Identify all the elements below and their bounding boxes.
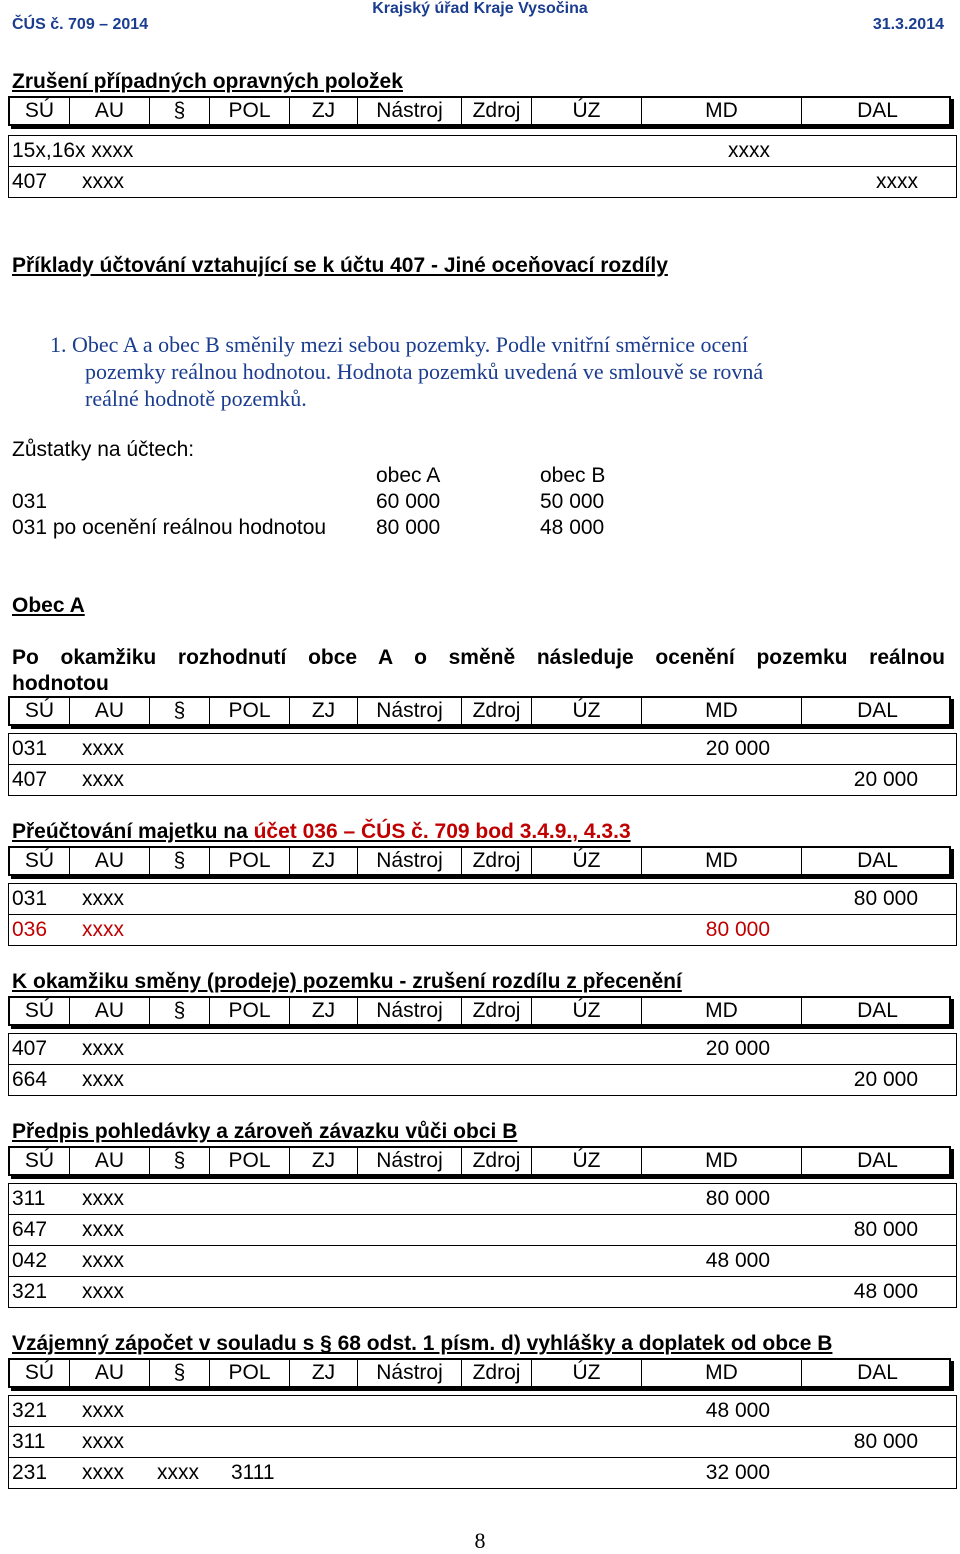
cell-md: 20 000	[705, 1037, 770, 1060]
col-zj-header: ZJ	[290, 98, 358, 124]
table-row	[8, 1457, 957, 1489]
table-row	[8, 166, 957, 198]
col-zdroj-header: Zdroj	[462, 1148, 532, 1174]
col-md-header: MD	[642, 848, 802, 874]
cell-su: 311	[12, 1430, 46, 1453]
col-au-header: AU	[70, 98, 150, 124]
col-au-header: AU	[70, 998, 150, 1024]
table-header	[8, 1146, 951, 1176]
col-zj-header: ZJ	[290, 1360, 358, 1386]
table-row	[8, 1276, 957, 1308]
cell-su: 031	[12, 887, 48, 910]
col-zdroj-header: Zdroj	[462, 698, 532, 724]
col-par-header: §	[150, 98, 210, 124]
col-dal-header: DAL	[857, 849, 898, 872]
s3-title-a: Přeúčtování majetku na	[12, 820, 254, 843]
cell-su: 407	[12, 170, 48, 193]
header-date: 31.3.2014	[872, 16, 944, 33]
balance-row-label: 031 po ocenění reálnou hodnotou	[12, 516, 327, 539]
cell-au: xxxx	[82, 768, 124, 791]
cell-dal: 48 000	[853, 1280, 918, 1303]
table-row	[8, 883, 957, 915]
col-nastroj-header: Nástroj	[358, 998, 462, 1024]
col-zj-header: ZJ	[290, 848, 358, 874]
col-su-header: SÚ	[10, 1360, 70, 1386]
cell-su: 664	[12, 1068, 48, 1091]
col-pol-header: POL	[210, 848, 290, 874]
examples-title: Příklady účtování vztahující se k účtu 407 - Jiné oceňovací rozdíly	[12, 254, 668, 277]
obec-a-title: Obec A	[12, 594, 85, 617]
cell-su: 15x,16x xxxx	[12, 139, 134, 162]
col-pol-header: POL	[210, 1148, 290, 1174]
table-header	[8, 96, 951, 126]
balance-row-a: 80 000	[376, 516, 441, 539]
table-row	[8, 1033, 957, 1065]
cell-md: 80 000	[705, 918, 770, 941]
col-su-header: SÚ	[10, 998, 70, 1024]
cell-dal: 20 000	[853, 1068, 918, 1091]
cell-dal: 20 000	[853, 768, 918, 791]
cell-su: 042	[12, 1249, 48, 1272]
col-dal-header: DAL	[857, 99, 898, 122]
cell-au: xxxx	[82, 1037, 124, 1060]
para1-line1: 1. Obec A a obec B směnily mezi sebou pozemky. Podle vnitřní směrnice ocení	[50, 332, 749, 357]
cell-au: xxxx	[82, 1399, 124, 1422]
table-header	[8, 696, 951, 726]
table-row	[8, 1214, 957, 1246]
cell-au: xxxx	[82, 1249, 124, 1272]
col-uz-header: ÚZ	[532, 848, 642, 874]
col-nastroj-header: Nástroj	[358, 1360, 462, 1386]
col-au-header: AU	[70, 698, 150, 724]
col-su-header: SÚ	[10, 848, 70, 874]
cell-au: xxxx	[82, 737, 124, 760]
cell-md: 20 000	[705, 737, 770, 760]
cell-au: xxxx	[82, 1430, 124, 1453]
col-uz-header: ÚZ	[532, 98, 642, 124]
cell-md: 80 000	[705, 1187, 770, 1210]
cell-au: xxxx	[82, 170, 124, 193]
cell-su: 407	[12, 1037, 48, 1060]
cell-su: 647	[12, 1218, 48, 1241]
col-par-header: §	[150, 1148, 210, 1174]
col-par-header: §	[150, 848, 210, 874]
balances-col-b: obec B	[540, 464, 606, 487]
col-zdroj-header: Zdroj	[462, 848, 532, 874]
col-dal-header: DAL	[857, 999, 898, 1022]
col-zj-header: ZJ	[290, 698, 358, 724]
col-par-header: §	[150, 1360, 210, 1386]
col-zdroj-header: Zdroj	[462, 1360, 532, 1386]
col-zj-header: ZJ	[290, 1148, 358, 1174]
s5-title: Předpis pohledávky a zároveň závazku vůči obci B	[12, 1120, 518, 1143]
cell-au: xxxx	[82, 1218, 124, 1241]
col-md-header: MD	[642, 698, 802, 724]
s3-title	[12, 820, 631, 844]
cell-md: 48 000	[705, 1249, 770, 1272]
table-row	[8, 1426, 957, 1458]
cell-md: 48 000	[705, 1399, 770, 1422]
table-header	[8, 996, 951, 1026]
table-row	[8, 764, 957, 796]
col-dal-header: DAL	[857, 699, 898, 722]
balance-row-b: 48 000	[540, 516, 605, 539]
col-nastroj-header: Nástroj	[358, 98, 462, 124]
cell-su: 231	[12, 1461, 48, 1484]
cell-au: xxxx	[82, 1461, 124, 1484]
page-header	[0, 0, 960, 40]
s2-line2: hodnotou	[12, 672, 109, 695]
col-uz-header: ÚZ	[532, 998, 642, 1024]
cell-pol: 3111	[231, 1461, 275, 1484]
cell-dal: 80 000	[853, 887, 918, 910]
col-md-header: MD	[642, 998, 802, 1024]
col-nastroj-header: Nástroj	[358, 698, 462, 724]
para1-line2: pozemky reálnou hodnotou. Hodnota pozemků uvedená ve smlouvě se rovná	[85, 359, 764, 384]
col-zdroj-header: Zdroj	[462, 98, 532, 124]
table-row	[8, 1064, 957, 1096]
col-uz-header: ÚZ	[532, 698, 642, 724]
cell-dal: xxxx	[876, 170, 918, 193]
header-standard: ČÚS č. 709 – 2014	[12, 16, 149, 33]
col-au-header: AU	[70, 848, 150, 874]
col-su-header: SÚ	[10, 698, 70, 724]
table-row	[8, 1245, 957, 1277]
balances-col-a: obec A	[376, 464, 441, 487]
table-row	[8, 135, 957, 167]
balances-title: Zůstatky na účtech:	[12, 438, 195, 461]
col-uz-header: ÚZ	[532, 1148, 642, 1174]
col-au-header: AU	[70, 1148, 150, 1174]
cell-su: 036	[12, 918, 48, 941]
col-nastroj-header: Nástroj	[358, 1148, 462, 1174]
cell-su: 031	[12, 737, 48, 760]
table-header	[8, 1358, 951, 1388]
cell-au: xxxx	[82, 1280, 124, 1303]
cell-md: 32 000	[705, 1461, 770, 1484]
col-pol-header: POL	[210, 998, 290, 1024]
s6-title: Vzájemný zápočet v souladu s § 68 odst. 1 písm. d) vyhlášky a doplatek od obce B	[12, 1332, 833, 1355]
cell-su: 321	[12, 1399, 48, 1422]
cell-md: xxxx	[728, 139, 770, 162]
col-md-header: MD	[642, 98, 802, 124]
col-au-header: AU	[70, 1360, 150, 1386]
cell-dal: 80 000	[853, 1430, 918, 1453]
col-md-header: MD	[642, 1360, 802, 1386]
col-par-header: §	[150, 698, 210, 724]
col-dal-header: DAL	[857, 1149, 898, 1172]
col-dal-header: DAL	[857, 1361, 898, 1384]
col-md-header: MD	[642, 1148, 802, 1174]
header-office: Krajský úřad Kraje Vysočina	[372, 0, 588, 17]
col-uz-header: ÚZ	[532, 1360, 642, 1386]
page-number: 8	[474, 1528, 486, 1553]
cell-au: xxxx	[82, 887, 124, 910]
table-row	[8, 1395, 957, 1427]
s2-line1: Po okamžiku rozhodnutí obce A o směně následuje ocenění pozemku reálnou	[12, 646, 945, 669]
cell-su: 311	[12, 1187, 46, 1210]
para1-line3: reálné hodnotě pozemků.	[85, 386, 307, 411]
cell-au: xxxx	[82, 1187, 124, 1210]
col-pol-header: POL	[210, 98, 290, 124]
s4-title: K okamžiku směny (prodeje) pozemku - zrušení rozdílu z přecenění	[12, 970, 682, 993]
cell-su: 321	[12, 1280, 48, 1303]
balance-row-label: 031	[12, 490, 48, 513]
table-row	[8, 1183, 957, 1215]
col-pol-header: POL	[210, 698, 290, 724]
cell-au: xxxx	[82, 918, 124, 941]
cell-su: 407	[12, 768, 48, 791]
table-row	[8, 914, 957, 946]
col-nastroj-header: Nástroj	[358, 848, 462, 874]
cell-dal: 80 000	[853, 1218, 918, 1241]
col-su-header: SÚ	[10, 98, 70, 124]
cell-au: xxxx	[82, 1068, 124, 1091]
col-su-header: SÚ	[10, 1148, 70, 1174]
balance-row-b: 50 000	[540, 490, 605, 513]
col-zj-header: ZJ	[290, 998, 358, 1024]
col-pol-header: POL	[210, 1360, 290, 1386]
col-par-header: §	[150, 998, 210, 1024]
table-row	[8, 733, 957, 765]
section1-title: Zrušení případných opravných položek	[12, 70, 403, 93]
col-zdroj-header: Zdroj	[462, 998, 532, 1024]
cell-par: xxxx	[157, 1461, 199, 1484]
s3-title-b: účet 036 – ČÚS č. 709 bod 3.4.9., 4.3.3	[253, 820, 631, 843]
table-header	[8, 846, 951, 876]
balance-row-a: 60 000	[376, 490, 441, 513]
